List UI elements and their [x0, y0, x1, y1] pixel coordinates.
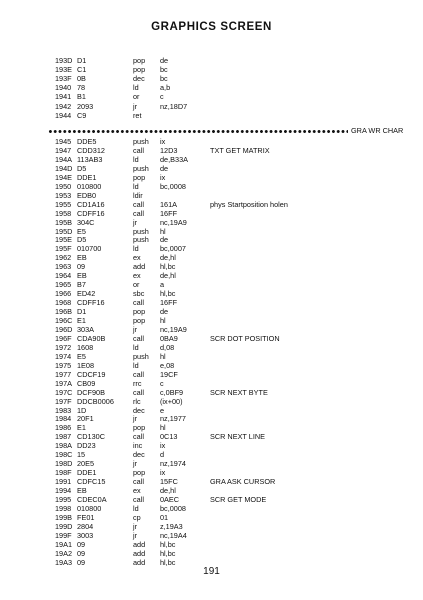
mnemonic: call: [133, 369, 144, 379]
address: 1972: [55, 342, 72, 352]
opcode-bytes: 2093: [77, 101, 94, 111]
listing-line: [0, 441, 423, 450]
mnemonic: pop: [133, 423, 146, 433]
listing-line: [0, 486, 423, 495]
opcode-bytes: 2804: [77, 521, 94, 531]
address: 1955: [55, 199, 72, 209]
address: 193E: [55, 65, 73, 75]
comment: GRA ASK CURSOR: [210, 477, 276, 487]
operands: nz,1977: [160, 414, 186, 424]
listing-line: [0, 102, 423, 111]
opcode-bytes: 010700: [77, 244, 102, 254]
operands: e: [160, 405, 165, 415]
address: 1944: [55, 110, 72, 120]
opcode-bytes: 304C: [77, 217, 95, 227]
mnemonic: pop: [133, 172, 146, 182]
listing-line: [0, 74, 423, 83]
opcode-bytes: 09: [77, 262, 86, 272]
operands: 16FF: [160, 298, 178, 308]
operands: a: [160, 280, 165, 290]
address: 19A2: [55, 548, 73, 558]
listing-line: [0, 531, 423, 540]
operands: nc,19A9: [160, 217, 187, 227]
operands: 01: [160, 512, 169, 522]
mnemonic: add: [133, 539, 146, 549]
address: 197C: [55, 387, 73, 397]
address: 198C: [55, 450, 73, 460]
comment: SCR NEXT BYTE: [210, 387, 268, 397]
mnemonic: ldir: [133, 190, 143, 200]
listing-line: [0, 522, 423, 531]
mnemonic: pop: [133, 65, 146, 75]
listing-line: [0, 397, 423, 406]
opcode-bytes: D1: [77, 56, 87, 65]
mnemonic: jr: [133, 530, 138, 540]
page-title: GRAPHICS SCREEN: [151, 21, 272, 33]
mnemonic: add: [133, 548, 146, 558]
mnemonic: ld: [133, 181, 139, 191]
operands: c: [160, 92, 164, 102]
opcode-bytes: DCF90B: [77, 387, 105, 397]
operands: ix: [160, 441, 166, 451]
address: 1963: [55, 262, 72, 272]
listing-line: [0, 513, 423, 522]
mnemonic: push: [133, 137, 149, 146]
address: 1940: [55, 83, 72, 93]
listing-line: [0, 262, 423, 271]
address: 1962: [55, 253, 72, 263]
opcode-bytes: DDE1: [77, 468, 97, 478]
operands: de,B33A: [160, 154, 188, 164]
operands: hl,bc: [160, 548, 176, 558]
operands: de,hl: [160, 271, 176, 281]
listing-line: [0, 164, 423, 173]
operands: c,0BF9: [160, 387, 184, 397]
listing-line: [0, 450, 423, 459]
address: 197A: [55, 378, 73, 388]
mnemonic: pop: [133, 468, 146, 478]
opcode-bytes: 15: [77, 450, 86, 460]
opcode-bytes: 303A: [77, 324, 95, 334]
mnemonic: call: [133, 208, 144, 218]
mnemonic: add: [133, 262, 146, 272]
opcode-bytes: B7: [77, 280, 86, 290]
opcode-bytes: 1E08: [77, 360, 95, 370]
operands: hl: [160, 316, 166, 325]
mnemonic: ld: [133, 360, 139, 370]
address: 199F: [55, 530, 72, 540]
listing-line: [0, 379, 423, 388]
mnemonic: or: [133, 280, 140, 290]
dotted-rule: [48, 129, 348, 134]
mnemonic: call: [133, 387, 144, 397]
address: 198D: [55, 459, 73, 469]
opcode-bytes: CDFC15: [77, 477, 106, 487]
address: 199D: [55, 521, 73, 531]
listing-line: [0, 56, 423, 65]
mnemonic: call: [133, 333, 144, 343]
operands: d: [160, 450, 165, 460]
operands: a,b: [160, 83, 171, 93]
mnemonic: ld: [133, 503, 139, 513]
listing-line: [0, 352, 423, 361]
mnemonic: dec: [133, 450, 145, 460]
operands: de: [160, 307, 169, 317]
listing-line: [0, 477, 423, 486]
listing-line: [0, 343, 423, 352]
opcode-bytes: CDFF16: [77, 298, 105, 308]
address: 1945: [55, 137, 72, 146]
mnemonic: push: [133, 235, 149, 245]
address: 1965: [55, 280, 72, 290]
opcode-bytes: 010800: [77, 181, 102, 191]
listing-line: [0, 423, 423, 432]
mnemonic: ld: [133, 244, 139, 254]
opcode-bytes: 20E5: [77, 459, 95, 469]
opcode-bytes: EDB0: [77, 190, 97, 200]
listing-line: [0, 146, 423, 155]
address: 194D: [55, 163, 73, 173]
mnemonic: ex: [133, 253, 141, 263]
listing-line: [0, 504, 423, 513]
address: 1953: [55, 190, 72, 200]
operands: e,08: [160, 360, 175, 370]
listing-line: [0, 271, 423, 280]
operands: hl: [160, 226, 166, 236]
operands: de: [160, 235, 169, 245]
opcode-bytes: E1: [77, 316, 86, 325]
listing-line: [0, 209, 423, 218]
mnemonic: or: [133, 92, 140, 102]
listing-line: [0, 307, 423, 316]
address: 198F: [55, 468, 72, 478]
address: 1942: [55, 101, 72, 111]
mnemonic: jr: [133, 324, 138, 334]
opcode-bytes: CDFF16: [77, 208, 105, 218]
listing-line: [0, 361, 423, 370]
mnemonic: sbc: [133, 289, 145, 299]
address: 196F: [55, 333, 72, 343]
opcode-bytes: EB: [77, 486, 87, 496]
mnemonic: inc: [133, 441, 143, 451]
mnemonic: ex: [133, 271, 141, 281]
address: 1995: [55, 495, 72, 504]
comment: SCR DOT POSITION: [210, 333, 280, 343]
comment: phys Startposition holen: [210, 199, 288, 209]
opcode-bytes: FE01: [77, 512, 95, 522]
listing-line: [0, 495, 423, 504]
address: 197F: [55, 396, 72, 406]
address: 1984: [55, 414, 72, 424]
opcode-bytes: E5: [77, 351, 86, 361]
opcode-bytes: 09: [77, 539, 86, 549]
address: 196D: [55, 324, 73, 334]
operands: ix: [160, 172, 166, 182]
operands: 15FC: [160, 477, 178, 487]
listing-line: [0, 406, 423, 415]
opcode-bytes: 0B: [77, 74, 86, 84]
listing-line: [0, 280, 423, 289]
operands: z,19A3: [160, 521, 183, 531]
listing-line: [0, 468, 423, 477]
operands: de: [160, 56, 169, 65]
opcode-bytes: 113AB3: [77, 154, 103, 164]
listing-line: [0, 414, 423, 423]
listing-line: [0, 200, 423, 209]
operands: d,08: [160, 342, 175, 352]
operands: nz,1974: [160, 459, 186, 469]
mnemonic: dec: [133, 405, 145, 415]
mnemonic: pop: [133, 56, 146, 65]
operands: c: [160, 378, 164, 388]
mnemonic: ex: [133, 486, 141, 496]
mnemonic: call: [133, 199, 144, 209]
address: 1968: [55, 298, 72, 308]
address: 19A3: [55, 557, 73, 567]
listing-line: [0, 549, 423, 558]
opcode-bytes: D5: [77, 235, 87, 245]
operands: nc,19A4: [160, 530, 187, 540]
operands: nz,18D7: [160, 101, 188, 111]
mnemonic: ld: [133, 342, 139, 352]
listing-line: [0, 388, 423, 397]
mnemonic: push: [133, 226, 149, 236]
listing-line: [0, 111, 423, 120]
listing-line: [0, 459, 423, 468]
opcode-bytes: EB: [77, 253, 87, 263]
mnemonic: pop: [133, 307, 146, 317]
listing-line: [0, 227, 423, 236]
opcode-bytes: DD23: [77, 441, 96, 451]
opcode-bytes: E5: [77, 226, 86, 236]
opcode-bytes: 09: [77, 557, 86, 567]
operands: nc,19A9: [160, 324, 187, 334]
opcode-bytes: ED42: [77, 289, 96, 299]
address: 1991: [55, 477, 72, 487]
operands: 0C13: [160, 432, 178, 442]
listing-line: [0, 83, 423, 92]
mnemonic: jr: [133, 101, 138, 111]
address: 1947: [55, 145, 72, 155]
listing-line: [0, 298, 423, 307]
operands: hl,bc: [160, 557, 176, 567]
address: 195F: [55, 244, 72, 254]
address: 194E: [55, 172, 73, 182]
comment: TXT GET MATRIX: [210, 145, 270, 155]
opcode-bytes: 1608: [77, 342, 94, 352]
address: 195B: [55, 217, 73, 227]
opcode-bytes: E1: [77, 423, 86, 433]
address: 1977: [55, 369, 72, 379]
address: 194A: [55, 154, 73, 164]
mnemonic: jr: [133, 414, 138, 424]
opcode-bytes: CDCF19: [77, 369, 106, 379]
mnemonic: rlc: [133, 396, 141, 406]
mnemonic: jr: [133, 459, 138, 469]
mnemonic: call: [133, 495, 144, 504]
listing-line: [0, 325, 423, 334]
operands: 12D3: [160, 145, 178, 155]
mnemonic: call: [133, 298, 144, 308]
mnemonic: ld: [133, 154, 139, 164]
section-divider: [0, 125, 423, 139]
opcode-bytes: 20F1: [77, 414, 94, 424]
listing-line: [0, 191, 423, 200]
address: 1964: [55, 271, 72, 281]
address: 199B: [55, 512, 73, 522]
section-label: GRA WR CHAR: [351, 126, 404, 135]
operands: 0BA9: [160, 333, 178, 343]
listing-line: [0, 370, 423, 379]
operands: ix: [160, 137, 166, 146]
operands: de: [160, 163, 169, 173]
opcode-bytes: 09: [77, 548, 86, 558]
address: 193F: [55, 74, 72, 84]
mnemonic: cp: [133, 512, 141, 522]
opcode-bytes: C1: [77, 65, 87, 75]
mnemonic: ld: [133, 83, 139, 93]
opcode-bytes: D1: [77, 307, 87, 317]
operands: bc,0008: [160, 181, 186, 191]
operands: 19CF: [160, 369, 178, 379]
listing-line: [0, 244, 423, 253]
address: 1987: [55, 432, 72, 442]
opcode-bytes: CB09: [77, 378, 96, 388]
listing-line: [0, 155, 423, 164]
opcode-bytes: CDA90B: [77, 333, 106, 343]
operands: bc,0008: [160, 503, 186, 513]
opcode-bytes: EB: [77, 271, 87, 281]
mnemonic: jr: [133, 217, 138, 227]
opcode-bytes: 3003: [77, 530, 94, 540]
operands: 161A: [160, 199, 178, 209]
address: 1966: [55, 289, 72, 299]
opcode-bytes: B1: [77, 92, 86, 102]
mnemonic: ret: [133, 110, 142, 120]
opcode-bytes: 010800: [77, 503, 102, 513]
comment: SCR GET MODE: [210, 495, 267, 504]
listing-line: [0, 92, 423, 101]
address: 195D: [55, 226, 73, 236]
comment: SCR NEXT LINE: [210, 432, 266, 442]
operands: bc: [160, 65, 168, 75]
address: 19A1: [55, 539, 73, 549]
listing-line: [0, 218, 423, 227]
opcode-bytes: 78: [77, 83, 86, 93]
address: 1994: [55, 486, 72, 496]
opcode-bytes: CD1A16: [77, 199, 105, 209]
opcode-bytes: CDEC0A: [77, 495, 107, 504]
address: 1998: [55, 503, 72, 513]
listing-line: [0, 316, 423, 325]
address: 1983: [55, 405, 72, 415]
address: 193D: [55, 56, 73, 65]
address: 1974: [55, 351, 72, 361]
address: 1975: [55, 360, 72, 370]
operands: hl: [160, 423, 166, 433]
address: 196B: [55, 307, 73, 317]
address: 196C: [55, 316, 73, 325]
opcode-bytes: DDCB0006: [77, 396, 114, 406]
listing-line: [0, 173, 423, 182]
mnemonic: push: [133, 351, 149, 361]
address: 195E: [55, 235, 73, 245]
mnemonic: push: [133, 163, 149, 173]
address: 1950: [55, 181, 72, 191]
operands: bc,0007: [160, 244, 186, 254]
opcode-bytes: DDE1: [77, 172, 97, 182]
page-number: 191: [203, 566, 220, 577]
mnemonic: rrc: [133, 378, 142, 388]
mnemonic: pop: [133, 316, 146, 325]
operands: hl,bc: [160, 539, 176, 549]
listing-line: [0, 235, 423, 244]
mnemonic: call: [133, 477, 144, 487]
listing-line: [0, 65, 423, 74]
listing-line: [0, 334, 423, 343]
mnemonic: jr: [133, 521, 138, 531]
opcode-bytes: DDE5: [77, 137, 97, 146]
operands: ix: [160, 468, 166, 478]
operands: 16FF: [160, 208, 178, 218]
mnemonic: call: [133, 432, 144, 442]
address: 1986: [55, 423, 72, 433]
listing-line: [0, 289, 423, 298]
opcode-bytes: CDD312: [77, 145, 105, 155]
operands: de,hl: [160, 253, 176, 263]
opcode-bytes: CD130C: [77, 432, 105, 442]
opcode-bytes: C9: [77, 110, 87, 120]
mnemonic: dec: [133, 74, 145, 84]
operands: bc: [160, 74, 168, 84]
opcode-bytes: 1D: [77, 405, 87, 415]
operands: de,hl: [160, 486, 176, 496]
operands: hl,bc: [160, 289, 176, 299]
listing-line: [0, 253, 423, 262]
address: 1958: [55, 208, 72, 218]
operands: 0AEC: [160, 495, 180, 504]
operands: (ix+00): [160, 396, 183, 406]
operands: hl,bc: [160, 262, 176, 272]
listing-line: [0, 540, 423, 549]
listing-line: [0, 432, 423, 441]
listing-line: [0, 182, 423, 191]
opcode-bytes: D5: [77, 163, 87, 173]
address: 198A: [55, 441, 73, 451]
mnemonic: call: [133, 145, 144, 155]
address: 1941: [55, 92, 72, 102]
mnemonic: add: [133, 557, 146, 567]
operands: hl: [160, 351, 166, 361]
